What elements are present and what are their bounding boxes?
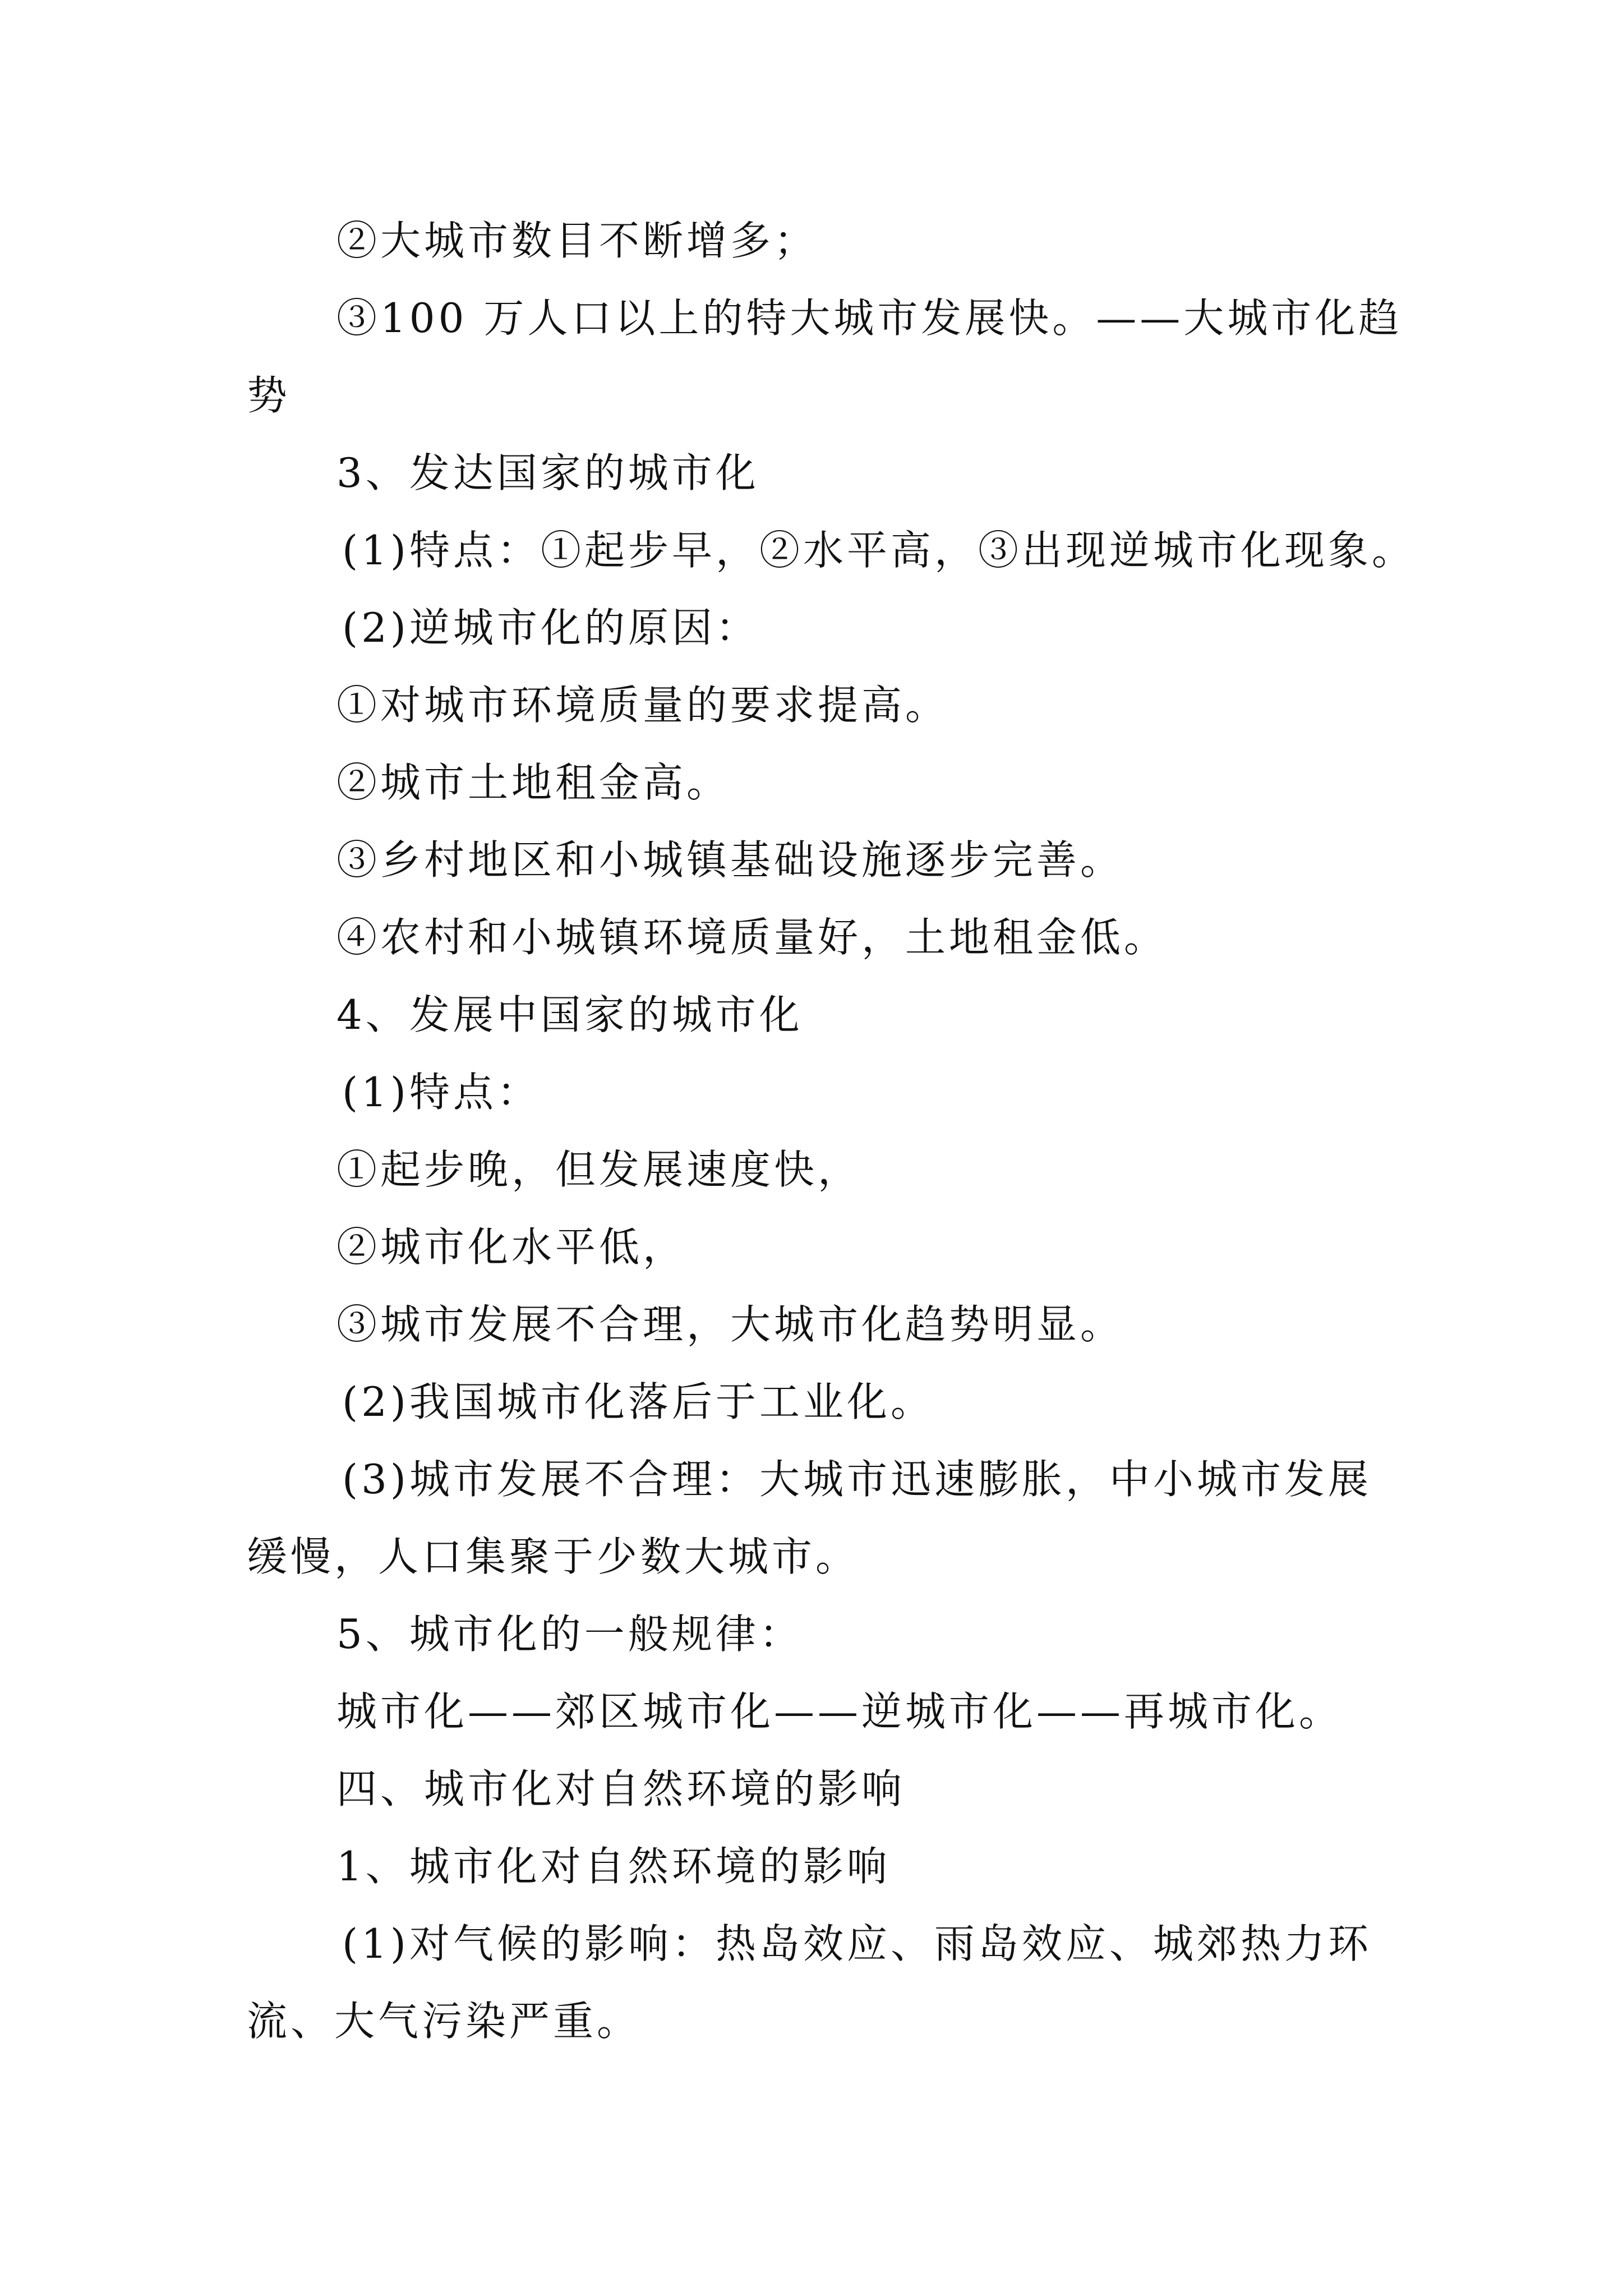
- text-line: (1)特点：: [342, 1069, 541, 1116]
- section-heading: 1、城市化对自然环境的影响: [336, 1843, 891, 1890]
- text-line: ①对城市环境质量的要求提高。: [336, 682, 949, 729]
- text-line: (2)我国城市化落后于工业化。: [342, 1378, 934, 1425]
- section-heading: 3、发达国家的城市化: [336, 449, 759, 496]
- text-line: ③100 万人口以上的特大城市发展快。——大城市化趋: [336, 295, 1403, 342]
- text-line: 城市化——郊区城市化——逆城市化——再城市化。: [336, 1688, 1343, 1735]
- text-line: 缓慢，人口集聚于少数大城市。: [247, 1533, 860, 1580]
- section-heading: 5、城市化的一般规律：: [336, 1611, 803, 1658]
- section-heading: 四、城市化对自然环境的影响: [336, 1765, 906, 1812]
- text-line: ②大城市数目不断增多；: [336, 217, 818, 264]
- text-line: ③乡村地区和小城镇基础设施逐步完善。: [336, 836, 1124, 884]
- text-line: (1)特点：①起步早，②水平高，③出现逆城市化现象。: [342, 527, 1415, 574]
- text-line: 流、大气污染严重。: [247, 1998, 641, 2045]
- text-line: ②城市化水平低，: [336, 1223, 687, 1271]
- text-line: ④农村和小城镇环境质量好，土地租金低。: [336, 914, 1168, 961]
- text-line: (3)城市发展不合理：大城市迅速膨胀，中小城市发展: [342, 1456, 1372, 1503]
- text-line: 势: [247, 372, 291, 419]
- text-line: ③城市发展不合理，大城市化趋势明显。: [336, 1301, 1124, 1348]
- text-line: ①起步晚，但发展速度快，: [336, 1146, 862, 1193]
- text-line: (2)逆城市化的原因：: [342, 604, 759, 651]
- text-line: ②城市土地租金高。: [336, 759, 731, 806]
- text-line: (1)对气候的影响：热岛效应、雨岛效应、城郊热力环: [342, 1920, 1372, 1967]
- section-heading: 4、发展中国家的城市化: [336, 991, 803, 1038]
- document-body: [247, 202, 1415, 2060]
